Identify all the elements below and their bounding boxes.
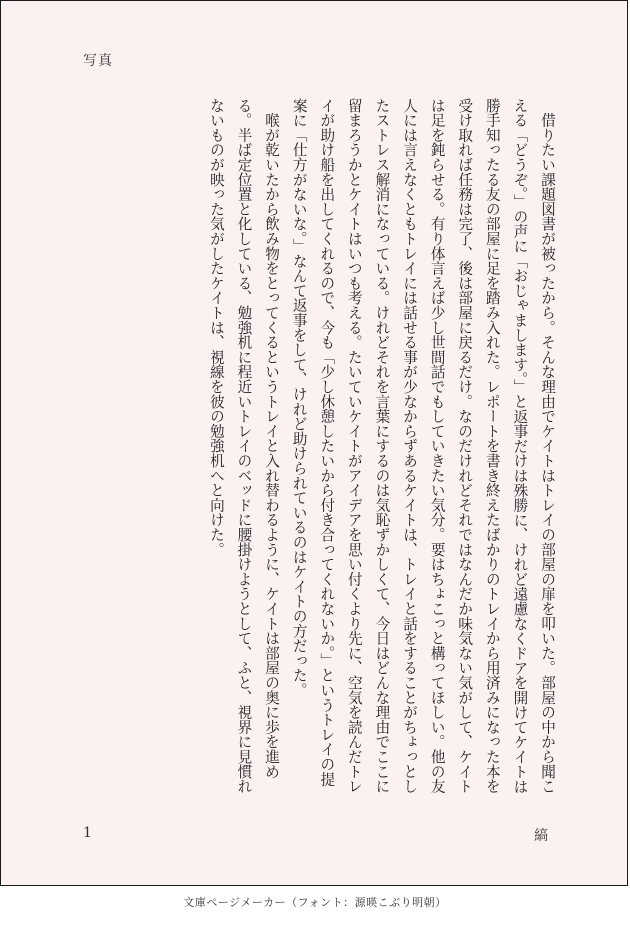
author-name: 縞 [534, 828, 549, 844]
page-number: 1 [83, 825, 93, 841]
vertical-body-text: 借りたい課題図書が被ったから。そんな理由でケイトはトレイの部屋の扉を叩いた。部屋の中から聞こえる「どうぞ。」の声に「おじゃまします。」と返事だけは殊勝に、けれど遠慮なくドアを開けてケイトは勝手知ったる友の部屋に足を踏み入れた。レポートを書き終えたばかりのトレイから用済みになった本を受け取れば任務は完了、後は部屋に戻るだけ。なのだけれどそれではなんだか味気ない気がして、ケイトは足を鈍らせる。有り体言えば少し世間話でもしていきたい気分。要はちょこっと構ってほしい。他の友人には言えなくともトレイには話せる事が少なからずあるケイトは、トレイと話をすることがちょっとしたストレス解消になっている。けれどそれを言葉にするのは気恥ずかしくて、今日はどんな理由でここに留まろうかとケイトはいつも考える。たいていケイトがアイデアを思い付くより先に、空気を読んだトレイが助け船を出してくれるので、今も「少し休憩したいから付き合ってくれないか。」というトレイの提案に「仕方がないな。」なんて返事をして、けれど助けられているのはケイトの方だった。 喉が乾いたから飲み物をとってくるというトレイと入れ替わるように、ケイトは部屋の奥に歩を進める。半ば定位置と化している、勉強机に程近いトレイのベッドに腰掛けようとして、ふと、視界に見慣れないものが映った気がしたケイトは、視線を彼の勉強机へと向けた。 [207, 98, 556, 794]
page-title: 写真 [83, 53, 113, 69]
footer-caption: 文庫ページメーカー（フォント：源暎こぶり明朝） [183, 896, 447, 909]
